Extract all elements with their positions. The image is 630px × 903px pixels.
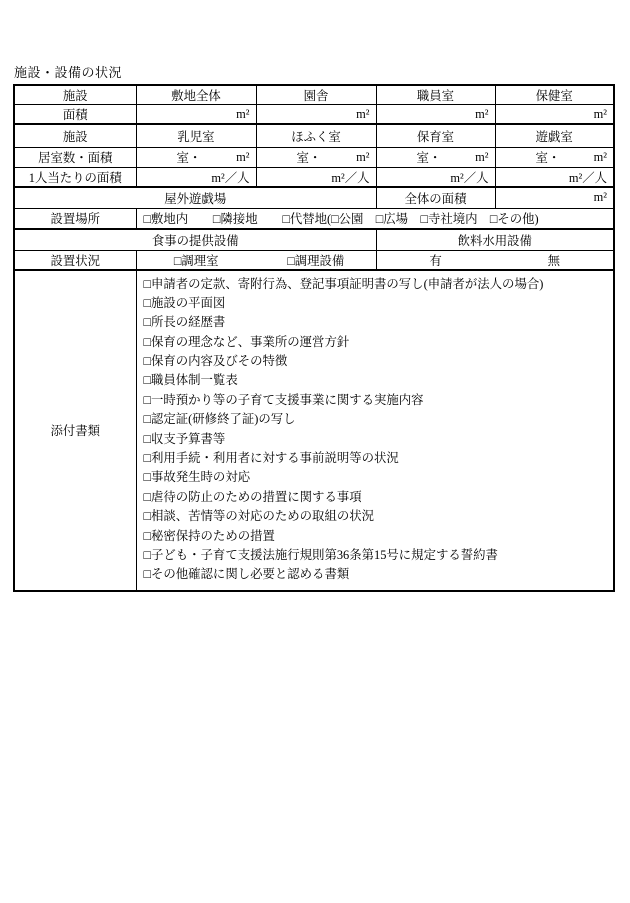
row-label-area: 面積 (14, 105, 136, 125)
per-person-unit-cell: m²／人 (376, 167, 495, 187)
attachment-item: □申請者の定款、寄附行為、登記事項証明書の写し(申請者が法人の場合) (143, 276, 544, 291)
facility-name-cell: 園舎 (256, 85, 376, 105)
total-area-label: 全体の面積 (376, 187, 495, 208)
facility-names-row-1 (14, 85, 614, 105)
area-unit-cell: m² (495, 105, 614, 125)
row-label-facility-2: 施設 (14, 124, 136, 147)
water-presence-cell (376, 250, 614, 270)
room-count-prefix: 室・ (416, 151, 442, 165)
rooms-cell (376, 147, 495, 167)
attachment-item: □相談、苦情等の対応のための取組の状況 (143, 509, 375, 524)
room-count-area-row (14, 147, 614, 167)
area-unit-cell: m² (256, 105, 376, 125)
equipment-header-row (14, 229, 614, 250)
attachment-item: □その他確認に関し必要と認める書類 (143, 567, 350, 582)
attachment-item: □秘密保持のための措置 (143, 528, 275, 543)
per-person-unit-cell: m²／人 (256, 167, 376, 187)
attachments-row (14, 270, 614, 591)
rooms-unit: m² (475, 149, 489, 164)
rooms-unit: m² (356, 149, 370, 164)
attachment-item: □利用手続・利用者に対する事前説明等の状況 (143, 451, 399, 466)
attachment-item: □認定証(研修終了証)の写し (143, 412, 296, 427)
attachment-list (137, 271, 614, 590)
outdoor-playground-label: 屋外遊戯場 (14, 187, 376, 208)
attachment-item: □施設の平面図 (143, 295, 226, 310)
per-person-unit-cell: m²／人 (136, 167, 256, 187)
rooms-unit: m² (593, 149, 607, 164)
attachment-list-cell (136, 270, 614, 591)
facility-name-cell: ほふく室 (256, 124, 376, 147)
water-present-option: 有 (429, 253, 442, 268)
attachment-item: □子ども・子育て支援法施行規則第36条第15号に規定する誓約書 (143, 547, 498, 562)
rooms-unit: m² (236, 149, 250, 164)
per-person-area-row (14, 167, 614, 187)
area-unit-cell: m² (136, 105, 256, 125)
area-row (14, 105, 614, 125)
row-label-per-person: 1人当たりの面積 (14, 167, 136, 187)
row-label-location: 設置場所 (14, 208, 136, 229)
room-count-prefix: 室・ (296, 151, 322, 165)
facility-name-cell: 職員室 (376, 85, 495, 105)
water-absent-option: 無 (547, 253, 561, 268)
facility-name-cell: 遊戯室 (495, 124, 614, 147)
attachment-item: □収支予算書等 (143, 431, 226, 446)
facility-name-cell: 保健室 (495, 85, 614, 105)
attachment-item: □保育の内容及びその特徴 (143, 354, 288, 369)
rooms-cell (495, 147, 614, 167)
facility-status-table (13, 84, 615, 592)
area-unit-cell: m² (376, 105, 495, 125)
rooms-cell (256, 147, 376, 167)
attachment-item: □虐待の防止のための措置に関する事項 (143, 489, 362, 504)
attachment-item: □職員体制一覧表 (143, 373, 238, 388)
total-area-unit-cell: m² (495, 187, 614, 208)
attachment-item: □所長の経歴書 (143, 315, 226, 330)
location-options: □敷地内 □隣接地 □代替地(□公園 □広場 □寺社境内 □その他) (136, 208, 614, 229)
room-count-prefix: 室・ (535, 151, 561, 165)
facility-name-cell: 敷地全体 (136, 85, 256, 105)
per-person-unit-cell: m²／人 (495, 167, 614, 187)
room-count-prefix: 室・ (176, 151, 202, 165)
cooking-room-option: □調理室 (173, 253, 219, 268)
installation-status-row (14, 250, 614, 270)
facility-name-cell: 乳児室 (136, 124, 256, 147)
facility-names-row-2 (14, 124, 614, 147)
outdoor-playground-row (14, 187, 614, 208)
cooking-options-cell (136, 250, 376, 270)
page-title: 施設・設備の状況 (14, 65, 123, 80)
attachment-item: □一時預かり等の子育て支援事業に関する実施内容 (143, 392, 424, 407)
location-row (14, 208, 614, 229)
row-label-installation: 設置状況 (14, 250, 136, 270)
cooking-equipment-option: □調理設備 (287, 253, 345, 268)
attachments-label: 添付書類 (14, 270, 136, 591)
row-label-facility-1: 施設 (14, 85, 136, 105)
rooms-cell (136, 147, 256, 167)
attachment-item: □事故発生時の対応 (143, 470, 251, 485)
row-label-rooms: 居室数・面積 (14, 147, 136, 167)
facility-name-cell: 保育室 (376, 124, 495, 147)
water-equipment-header: 飲料水用設備 (376, 229, 614, 250)
attachment-item: □保育の理念など、事業所の運営方針 (143, 334, 350, 349)
meal-equipment-header: 食事の提供設備 (14, 229, 376, 250)
